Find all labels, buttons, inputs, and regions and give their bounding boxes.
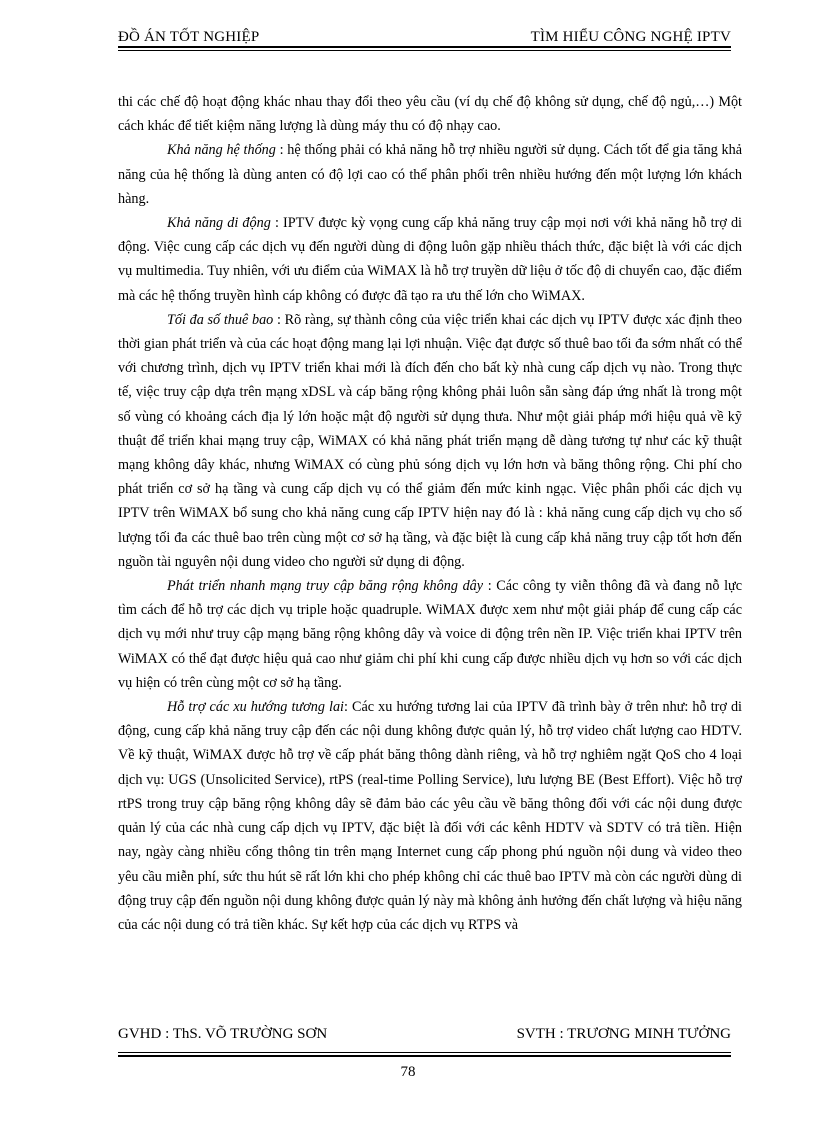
paragraph-4-text: : Rõ ràng, sự thành công của việc triển khai các dịch vụ IPTV được xác định theo thời gian phát triển và của các hoạt động mang lại lợi nhuận. Việc đạt được số thuê bao tối đa sớm nhất có thể với chương trình, dịch vụ IPTV triển khai mới là đích đến cho bất kỳ nhà cung cấp dịch vụ nào. Trong thực tế, việc truy cập dựa trên mạng xDSL và cáp băng rộng không phải luôn sẵn sàng đáp ứng nhất là trong một số vùng có khoảng cách địa lý lớn hoặc mật độ người sử dụng thưa. Như một giải pháp mới hiệu quả về kỹ thuật để triển khai mạng truy cập, WiMAX có khả năng phát triển mạng dễ dàng tương tự như các kỹ thuật mạng không dây khác, nhưng WiMAX có cùng phủ sóng dịch vụ lớn hơn và băng thông rộng. Chi phí cho phát triển cơ sở hạ tầng và cung cấp dịch vụ có thể giảm đến mức kinh ngạc. Việc phân phối các dịch vụ IPTV trên WiMAX bổ sung cho khả năng cung cấp IPTV hiện nay đó là : khả năng cung cấp dịch vụ cho số lượng tối đa các thuê bao trên cùng một cơ sở hạ tầng, và đặc biệt là cung cấp khả năng truy cập tốt hơn đến nguồn tài nguyên nội dung video cho người sử dụng di động.: [118, 311, 742, 570]
paragraph-3: [118, 211, 742, 308]
page-footer: [118, 1026, 731, 1043]
footer-rule: [118, 1055, 731, 1057]
paragraph-1: thi các chế độ hoạt động khác nhau thay đổi theo yêu cầu (ví dụ chế độ không sử dụng, chế độ ngủ,…) Một cách khác để tiết kiệm năng lượng là dùng máy thu có độ nhạy cao.: [118, 94, 742, 135]
paragraph-3-title: Khả năng di động: [167, 215, 271, 232]
footer-rule-thin: [118, 1052, 731, 1053]
header-rule-thin: [118, 50, 731, 51]
footer-left: GVHD : ThS. VÕ TRƯỜNG SƠN: [118, 1026, 328, 1042]
footer-right: SVTH : TRƯƠNG MINH TƯỞNG: [516, 1026, 731, 1042]
header-right: TÌM HIỂU CÔNG NGHỆ IPTV: [530, 29, 731, 45]
page-header: [118, 24, 731, 46]
paragraph-2-title: Khả năng hệ thống: [167, 142, 276, 159]
page-number: 78: [400, 1064, 416, 1080]
paragraph-4-title: Tối đa số thuê bao: [167, 311, 274, 328]
paragraph-5-title: Phát triển nhanh mạng truy cập băng rộng không dây: [167, 578, 484, 595]
header-left: ĐỒ ÁN TỐT NGHIỆP: [118, 29, 260, 45]
paragraph-3-text: : IPTV được kỳ vọng cung cấp khả năng truy cập mọi nơi với khả năng hỗ trợ di động. Việc cung cấp các dịch vụ đến người dùng di động luôn gặp nhiều thách thức, đặc biệt là với các dịch vụ multimedia. Tuy nhiên, với ưu điểm của WiMAX là hỗ trợ truyền dữ liệu ở tốc độ di chuyển cao, đặc điểm mà các hệ thống truyền hình cáp không có được đã tạo ra ưu thế lớn cho WiMAX.: [118, 215, 742, 304]
paragraph-5-text: : Các công ty viễn thông đã và đang nỗ lực tìm cách để hỗ trợ các dịch vụ triple hoặc quadruple. WiMAX được xem như một giải pháp để cung cấp các dịch vụ mới như truy cập mạng băng rộng không dây và voice di động trên nền IP. Việc triển khai IPTV trên WiMAX có thể đạt được hiệu quả cao như giảm chi phí khi cung cấp được nhiều dịch vụ hơn so với các dịch vụ hiện có trên cùng một cơ sở hạ tầng.: [118, 578, 742, 691]
header-rule: [118, 46, 731, 48]
paragraph-4: [118, 308, 742, 574]
paragraph-6-text: : Các xu hướng tương lai của IPTV đã trình bày ở trên như: hỗ trợ di động, cung cấp khả năng truy cập đến các nội dung không được quản lý, hỗ trợ video chất lượng cao HDTV. Về kỹ thuật, WiMAX được hỗ trợ về cấp phát băng thông dành riêng, và hỗ trợ nghiêm ngặt QoS cho 4 loại dịch vụ: UGS (Unsolicited Service), rtPS (real-time Polling Service), lưu lượng BE (Best Effort). Việc hỗ trợ rtPS trong truy cập băng rộng không dây sẽ đảm bảo các yêu cầu về băng thông đối với các nội dung được quản lý của các nhà cung cấp dịch vụ IPTV, đặc biệt là đối với các kênh HDTV và SDTV có trả tiền. Hiện nay, ngày càng nhiều cổng thông tin trên mạng Internet cung cấp phong phú nguồn nội dung và video theo yêu cầu miễn phí, sức thu hút sẽ rất lớn khi cho phép không chỉ các thuê bao IPTV mà còn các người dùng di động truy cập đến nguồn nội dung không được quản lý này mà không ảnh hưởng đến chất lượng và hiệu năng của các nội dung có trả tiền khác. Sự kết hợp của các dịch vụ RTPS và: [118, 699, 742, 933]
paragraph-2-text: : hệ thống phải có khả năng hỗ trợ nhiều người sử dụng. Cách tốt để gia tăng khả năng của hệ thống là dùng anten có độ lợi cao có thể phân phối trên nhiều hướng đến một lượng lớn khách hàng.: [118, 142, 743, 207]
paragraph-2: [118, 138, 742, 211]
paragraph-6-title: Hỗ trợ các xu hướng tương lai: [167, 699, 344, 716]
paragraph-6: [118, 695, 742, 937]
body-text: [118, 90, 742, 937]
paragraph-5: [118, 574, 742, 695]
